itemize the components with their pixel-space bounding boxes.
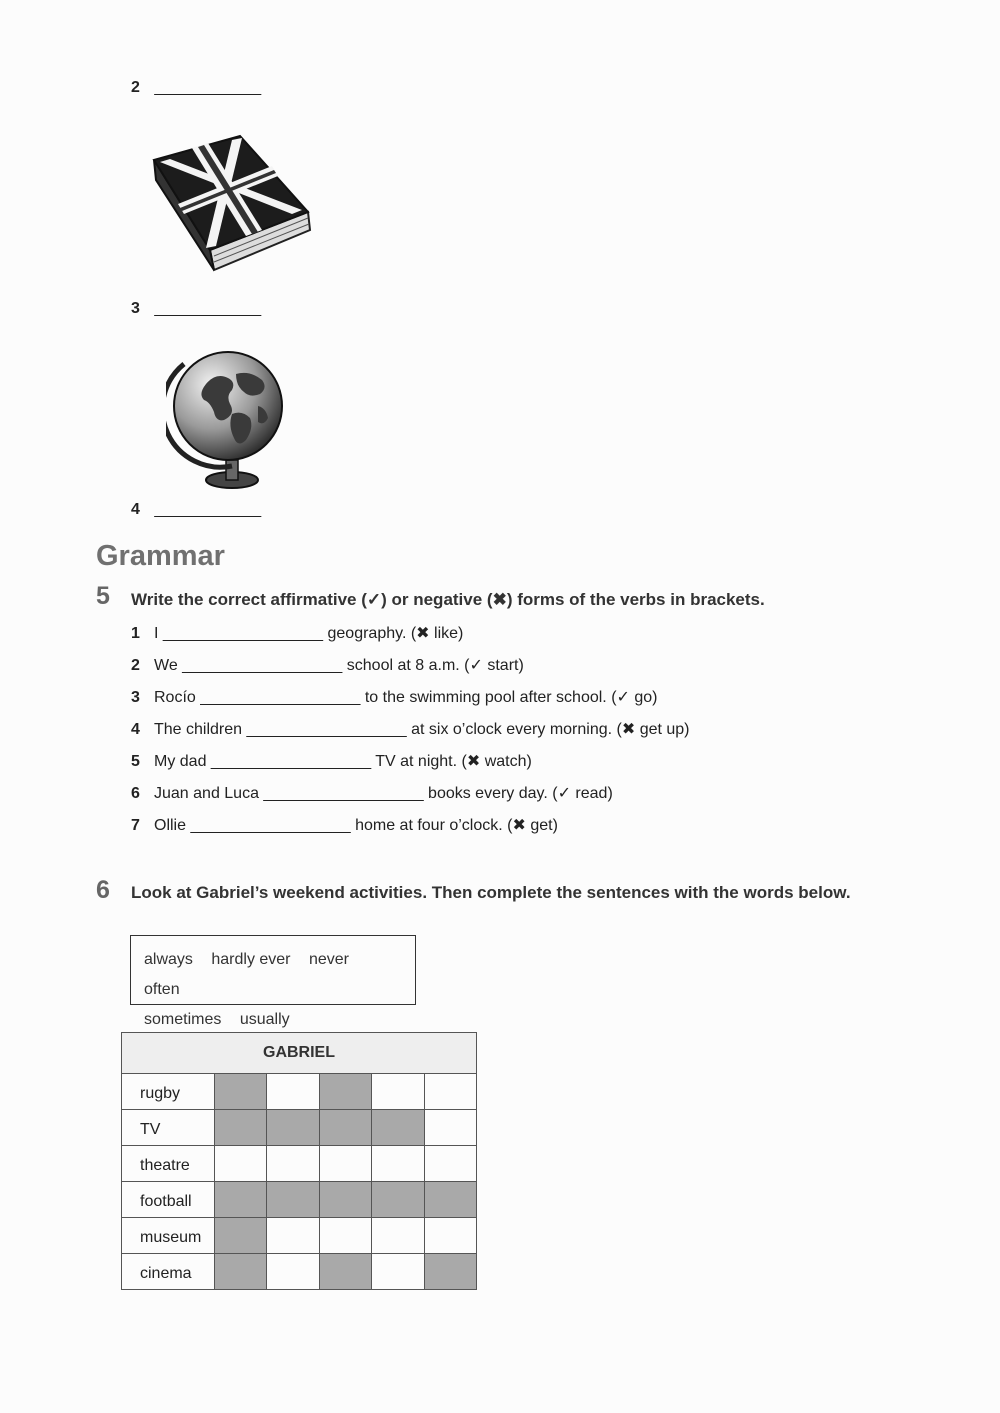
filled-cell: [319, 1110, 371, 1146]
item-text: The children __________________ at six o’clock every morning. (✖ get up): [154, 721, 690, 738]
filled-cell: [372, 1182, 424, 1218]
empty-cell: [424, 1218, 476, 1254]
item-number: 7: [131, 817, 140, 834]
word-option: usually: [239, 1011, 290, 1028]
exercise-item[interactable]: [131, 655, 524, 675]
item-number: 3: [131, 689, 140, 706]
exercise-item[interactable]: [131, 783, 613, 803]
filled-cell: [424, 1254, 476, 1290]
filled-cell: [214, 1254, 266, 1290]
item-number: 4: [131, 721, 140, 738]
item-text: We __________________ school at 8 a.m. (✓ start): [154, 657, 524, 674]
filled-cell: [424, 1182, 476, 1218]
word-option: never: [308, 951, 349, 968]
item-number: 4: [131, 501, 140, 518]
exercise-number: 5: [96, 582, 110, 610]
empty-cell: [319, 1146, 371, 1182]
filled-cell: [319, 1182, 371, 1218]
answer-blank[interactable]: ____________: [154, 300, 262, 317]
answer-blank[interactable]: ____________: [154, 501, 262, 518]
empty-cell: [214, 1146, 266, 1182]
globe-icon: [166, 344, 290, 492]
activity-label: theatre: [122, 1146, 215, 1182]
vocab-item-2: [131, 79, 261, 97]
exercise-item[interactable]: [131, 687, 658, 707]
empty-cell: [372, 1218, 424, 1254]
exercise-instruction: Write the correct affirmative (✓) or negative (✖) forms of the verbs in brackets.: [131, 590, 765, 609]
section-title: Grammar: [96, 540, 225, 572]
item-text: Rocío __________________ to the swimming pool after school. (✓ go): [154, 689, 658, 706]
vocab-item-4: [131, 501, 261, 519]
table-row: [122, 1074, 477, 1110]
word-option: often: [144, 981, 180, 998]
empty-cell: [267, 1254, 319, 1290]
filled-cell: [214, 1218, 266, 1254]
table-row: [122, 1110, 477, 1146]
filled-cell: [372, 1110, 424, 1146]
activity-label: museum: [122, 1218, 215, 1254]
exercise-number: 6: [96, 876, 110, 904]
filled-cell: [214, 1074, 266, 1110]
table-row: [122, 1218, 477, 1254]
item-text: Juan and Luca __________________ books every day. (✓ read): [154, 785, 613, 802]
empty-cell: [267, 1146, 319, 1182]
vocab-item-3: [131, 300, 261, 318]
item-number: 1: [131, 625, 140, 642]
answer-blank[interactable]: ____________: [154, 79, 262, 96]
filled-cell: [319, 1254, 371, 1290]
empty-cell: [267, 1074, 319, 1110]
exercise-item[interactable]: [131, 719, 690, 739]
table-header: GABRIEL: [122, 1033, 477, 1074]
book-uk-flag-icon: [150, 132, 312, 274]
filled-cell: [267, 1110, 319, 1146]
activity-label: TV: [122, 1110, 215, 1146]
empty-cell: [372, 1254, 424, 1290]
exercise-item[interactable]: [131, 815, 558, 835]
word-option: always: [144, 951, 193, 968]
word-option: hardly ever: [211, 951, 291, 968]
activity-label: rugby: [122, 1074, 215, 1110]
table-row: [122, 1254, 477, 1290]
filled-cell: [319, 1074, 371, 1110]
exercise-item[interactable]: [131, 751, 532, 771]
item-number: 5: [131, 753, 140, 770]
item-text: Ollie __________________ home at four o’clock. (✖ get): [154, 817, 558, 834]
filled-cell: [214, 1182, 266, 1218]
item-text: My dad __________________ TV at night. (✖ watch): [154, 753, 532, 770]
exercise-instruction: Look at Gabriel’s weekend activities. Then complete the sentences with the words below.: [131, 883, 851, 902]
table-row: [122, 1146, 477, 1182]
activity-label: cinema: [122, 1254, 215, 1290]
word-option: sometimes: [144, 1011, 222, 1028]
exercise-item[interactable]: [131, 623, 463, 643]
empty-cell: [372, 1074, 424, 1110]
filled-cell: [267, 1182, 319, 1218]
item-number: 2: [131, 657, 140, 674]
item-number: 3: [131, 300, 140, 317]
empty-cell: [372, 1146, 424, 1182]
word-box: [130, 935, 416, 1028]
item-number: 6: [131, 785, 140, 802]
activity-label: football: [122, 1182, 215, 1218]
item-text: I __________________ geography. (✖ like): [154, 625, 464, 642]
table-row: [122, 1182, 477, 1218]
item-number: 2: [131, 79, 140, 96]
empty-cell: [424, 1110, 476, 1146]
activity-table: [121, 1032, 477, 1290]
filled-cell: [214, 1110, 266, 1146]
empty-cell: [267, 1218, 319, 1254]
empty-cell: [319, 1218, 371, 1254]
empty-cell: [424, 1146, 476, 1182]
empty-cell: [424, 1074, 476, 1110]
